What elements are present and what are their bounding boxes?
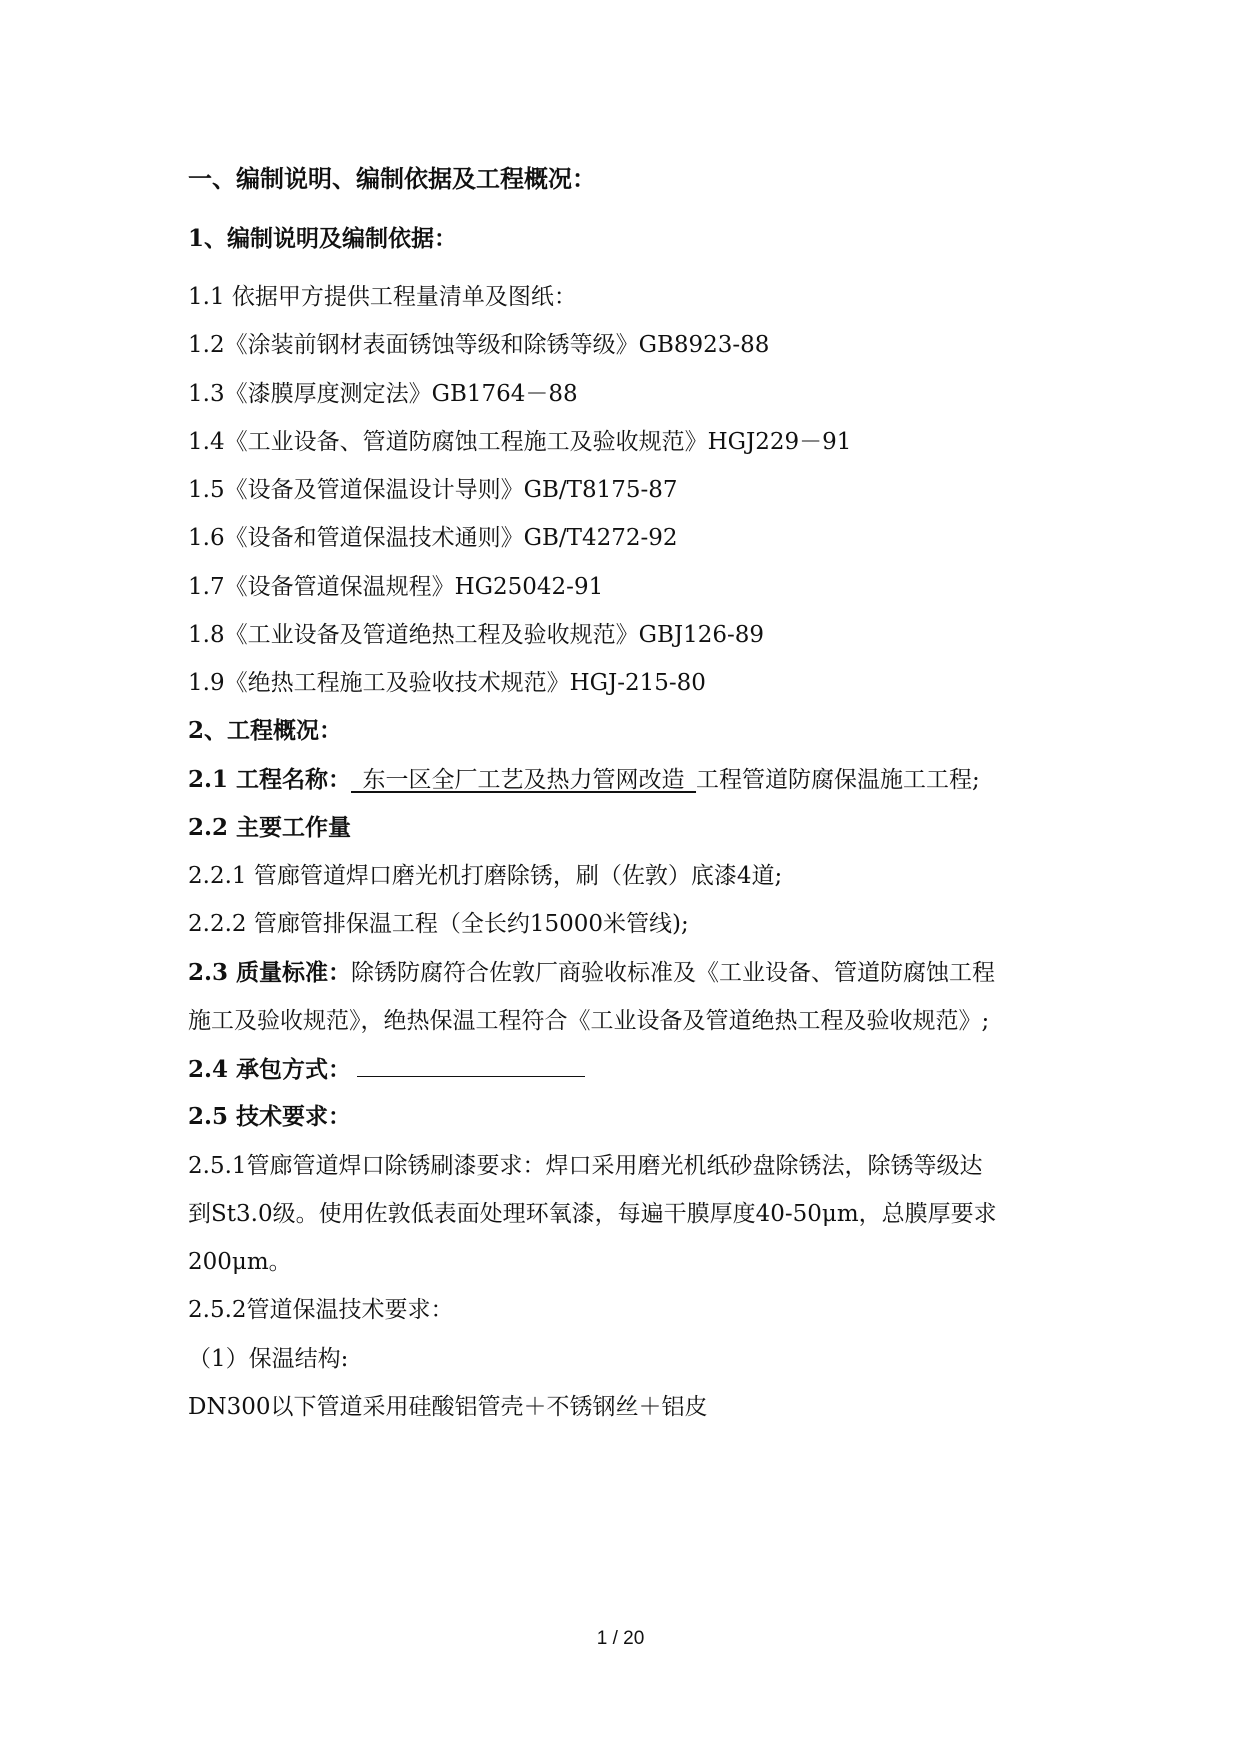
section1-title: 1、编制说明及编制依据： xyxy=(188,225,458,252)
tech-p3: （1）保温结构: xyxy=(188,1346,349,1372)
basis-item-6: 1.6《设备和管道保温技术通则》GB/T4272-92 xyxy=(188,525,678,551)
project-name-value: _东一区全厂工艺及热力管网改造_ xyxy=(351,767,697,793)
tech-p4: DN300以下管道采用硅酸铝管壳＋不锈钢丝＋铝皮 xyxy=(188,1394,708,1420)
basis-item-7: 1.7《设备管道保温规程》HG25042-91 xyxy=(188,574,604,600)
basis-item-1: 1.1 依据甲方提供工程量清单及图纸： xyxy=(188,284,577,310)
project-name-line xyxy=(188,765,1068,795)
project-name-label: 2.1 工程名称： xyxy=(188,766,352,793)
tech-p1-line-3: 200μm。 xyxy=(188,1249,292,1275)
quality-text-1: 除锈防腐符合佐敦厂商验收标准及《工业设备、管道防腐蚀工程 xyxy=(351,960,996,986)
section2-title: 2、工程概况： xyxy=(188,717,343,744)
contract-label: 2.4 承包方式： xyxy=(188,1056,352,1083)
workload-item-1: 2.2.1 管廊管道焊口磨光机打磨除锈，刷（佐敦）底漆4道; xyxy=(188,863,783,889)
page-number: 1 / 20 xyxy=(596,1628,645,1649)
contract-line xyxy=(188,1054,1068,1085)
main-heading: 一、编制说明、编制依据及工程概况： xyxy=(188,164,596,193)
basis-item-2: 1.2《涂装前钢材表面锈蚀等级和除锈等级》GB8923-88 xyxy=(188,332,770,358)
basis-item-5: 1.5《设备及管道保温设计导则》GB/T8175-87 xyxy=(188,477,678,503)
contract-blank-field xyxy=(357,1054,585,1077)
basis-item-8: 1.8《工业设备及管道绝热工程及验收规范》GBJ126-89 xyxy=(188,622,765,648)
workload-label: 2.2 主要工作量 xyxy=(188,814,352,841)
tech-p1-line-2: 到St3.0级。使用佐敦低表面处理环氧漆，每遍干膜厚度40-50μm，总膜厚要求 xyxy=(188,1201,997,1227)
basis-item-9: 1.9《绝热工程施工及验收技术规范》HGJ-215-80 xyxy=(188,670,706,696)
tech-label: 2.5 技术要求： xyxy=(188,1103,352,1130)
tech-p1-line-1: 2.5.1管廊管道焊口除锈刷漆要求：焊口采用磨光机纸砂盘除锈法，除锈等级达 xyxy=(188,1153,983,1179)
quality-line-1 xyxy=(188,958,1068,988)
workload-item-2: 2.2.2 管廊管排保温工程（全长约15000米管线); xyxy=(188,911,689,937)
quality-line-2: 施工及验收规范》，绝热保温工程符合《工业设备及管道绝热工程及验收规范》; xyxy=(188,1008,990,1034)
basis-item-3: 1.3《漆膜厚度测定法》GB1764－88 xyxy=(188,381,578,407)
quality-label: 2.3 质量标准： xyxy=(188,959,352,986)
project-name-suffix: 工程管道防腐保温施工工程; xyxy=(696,767,980,793)
tech-p2: 2.5.2管道保温技术要求： xyxy=(188,1297,454,1323)
basis-item-4: 1.4《工业设备、管道防腐蚀工程施工及验收规范》HGJ229－91 xyxy=(188,429,852,455)
